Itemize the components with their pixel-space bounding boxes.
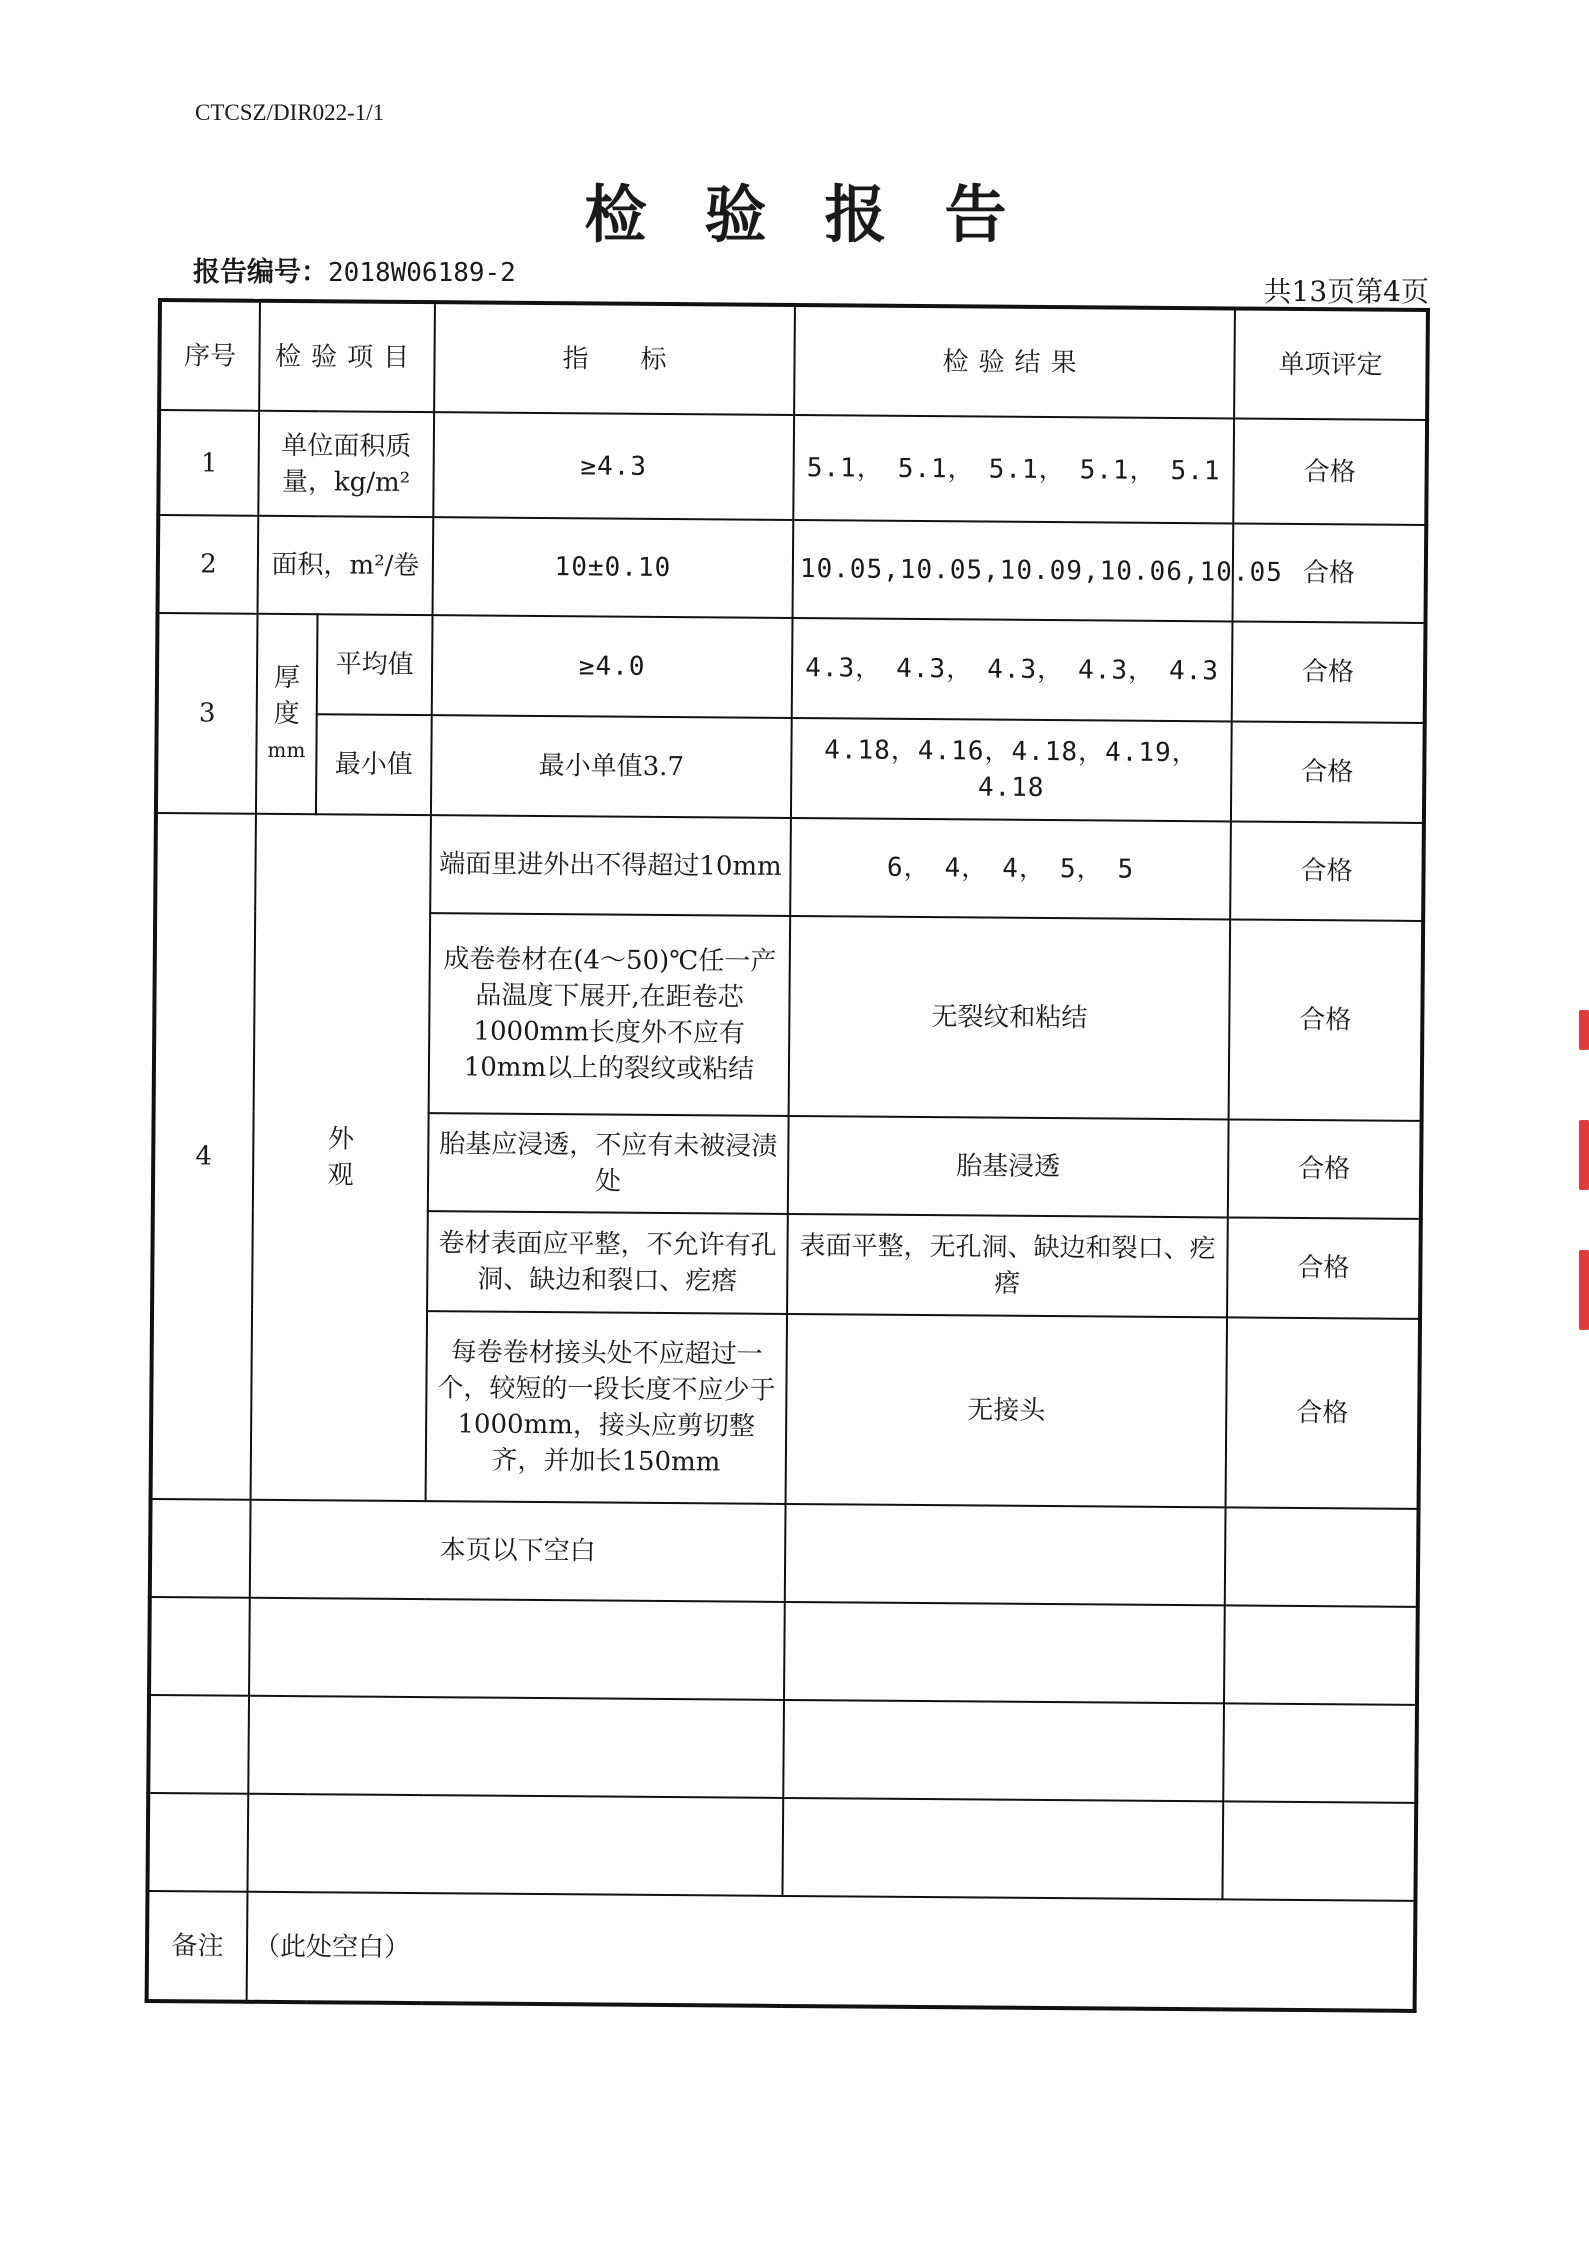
report-number-value: 2018W06189-2 [328,258,516,288]
table-row [157,613,1426,723]
row4-sub3-spec: 胎基应浸透，不应有未被浸渍处 [428,1113,789,1214]
row4-group [251,814,431,1501]
row3-seq: 3 [156,613,258,814]
row4-sub4-spec: 卷材表面应平整，不允许有孔洞、缺边和裂口、疙瘩 [427,1211,788,1314]
inspection-table [145,298,1430,2013]
row4-sub3-verdict: 合格 [1228,1119,1422,1219]
row4-group-char2: 观 [327,1160,354,1191]
table-row [158,410,1427,525]
row2-spec: 10±0.10 [433,517,794,618]
row4-seq: 4 [151,813,256,1500]
row1-seq: 1 [158,410,259,516]
blank-cell [783,1700,1224,1801]
blank-cell [148,1695,249,1794]
report-sheet [145,298,1426,2013]
blank-cell [785,1504,1226,1605]
row3-group-char1: 厚 [273,662,301,694]
blank-row [148,1695,1417,1803]
row4-sub2-result: 无裂纹和粘结 [789,916,1231,1119]
row3-sub1-spec: ≥4.0 [432,615,793,718]
table-row [156,713,1425,823]
blank-note-row [150,1499,1419,1607]
header-seq: 序号 [159,300,260,411]
page-info: 共13页第4页 [1263,275,1429,308]
blank-cell [149,1597,250,1696]
row4-sub2-verdict: 合格 [1229,919,1424,1121]
blank-cell [1224,1605,1418,1705]
row3-sub1-item: 平均值 [317,614,433,715]
blank-cell [1223,1703,1417,1803]
row4-sub5-result: 无接头 [786,1314,1227,1507]
table-row [158,515,1427,623]
row4-sub4-verdict: 合格 [1227,1217,1421,1319]
blank-cell [150,1499,251,1598]
blank-row [147,1793,1416,1901]
row1-spec: ≥4.3 [433,412,794,520]
row3-sub2-spec: 最小单值3.7 [431,715,792,818]
row1-item-line1: 单位面积质 [281,430,412,462]
row4-sub5-spec: 每卷卷材接头处不应超过一个，较短的一段长度不应少于1000mm，接头应剪切整齐，并加长150mm [426,1311,787,1504]
blank-cell [1225,1507,1419,1607]
row2-item: 面积，m²/卷 [258,516,434,615]
seal-edge-mark [1571,1010,1589,1330]
remark-row [147,1891,1416,2011]
row4-sub1-result: 6， 4， 4， 5， 5 [790,818,1231,919]
blank-note: 本页以下空白 [250,1500,786,1602]
row4-sub2-spec: 成卷卷材在(4～50)℃任一产品温度下展开,在距卷芯1000mm长度外不应有10mm以上的裂纹或粘结 [429,913,791,1116]
row3-group-char2: 度 [273,698,300,730]
report-number [193,250,516,289]
row4-sub1-spec: 端面里进外出不得超过10mm [430,815,791,916]
header-spec: 指 标 [434,302,795,415]
row3-sub2-result: 4.18，4.16，4.18，4.19，4.18 [791,718,1232,821]
header-verdict: 单项评定 [1234,308,1428,420]
remark-value: （此处空白） [247,1892,1416,2011]
row2-seq: 2 [158,515,259,614]
row3-sub2-item: 最小值 [316,714,432,815]
row2-result: 10.05,10.05,10.09,10.06,10.05 [793,520,1234,621]
row4-sub1-verdict: 合格 [1230,821,1424,921]
header-item: 检验项目 [259,301,435,412]
blank-cell [147,1793,248,1892]
report-number-label: 报告编号： [193,257,328,288]
row4-sub4-result: 表面平整，无孔洞、缺边和裂口、疙瘩 [787,1214,1228,1317]
row3-group-unit: mm [267,737,306,763]
row3-sub1-verdict: 合格 [1232,621,1426,723]
header-result: 检验结果 [794,305,1235,418]
remark-label: 备注 [147,1891,248,2002]
row3-group [256,614,318,814]
row4-sub5-verdict: 合格 [1226,1317,1420,1509]
row2-verdict: 合格 [1233,523,1427,623]
blank-cell [782,1798,1223,1899]
blank-cell [784,1602,1225,1703]
blank-cell [247,1794,783,1896]
row1-verdict: 合格 [1233,418,1427,525]
row4-sub3-result: 胎基浸透 [788,1116,1229,1217]
row4-group-char1: 外 [327,1124,355,1155]
table-row [155,813,1424,921]
table-header-row [159,300,1428,420]
row1-item-line2: 量，kg/m² [281,466,411,498]
blank-cell [248,1696,784,1798]
row3-sub2-verdict: 合格 [1231,721,1425,823]
document-code: CTCSZ/DIR022-1/1 [195,100,385,125]
report-title: 检验报告 [584,178,1065,251]
blank-cell [249,1598,785,1700]
row3-sub1-result: 4.3， 4.3， 4.3， 4.3， 4.3 [792,618,1233,721]
blank-row [149,1597,1418,1705]
row1-item [258,411,434,517]
blank-cell [1222,1801,1416,1901]
row1-result: 5.1， 5.1， 5.1， 5.1， 5.1 [793,415,1234,523]
